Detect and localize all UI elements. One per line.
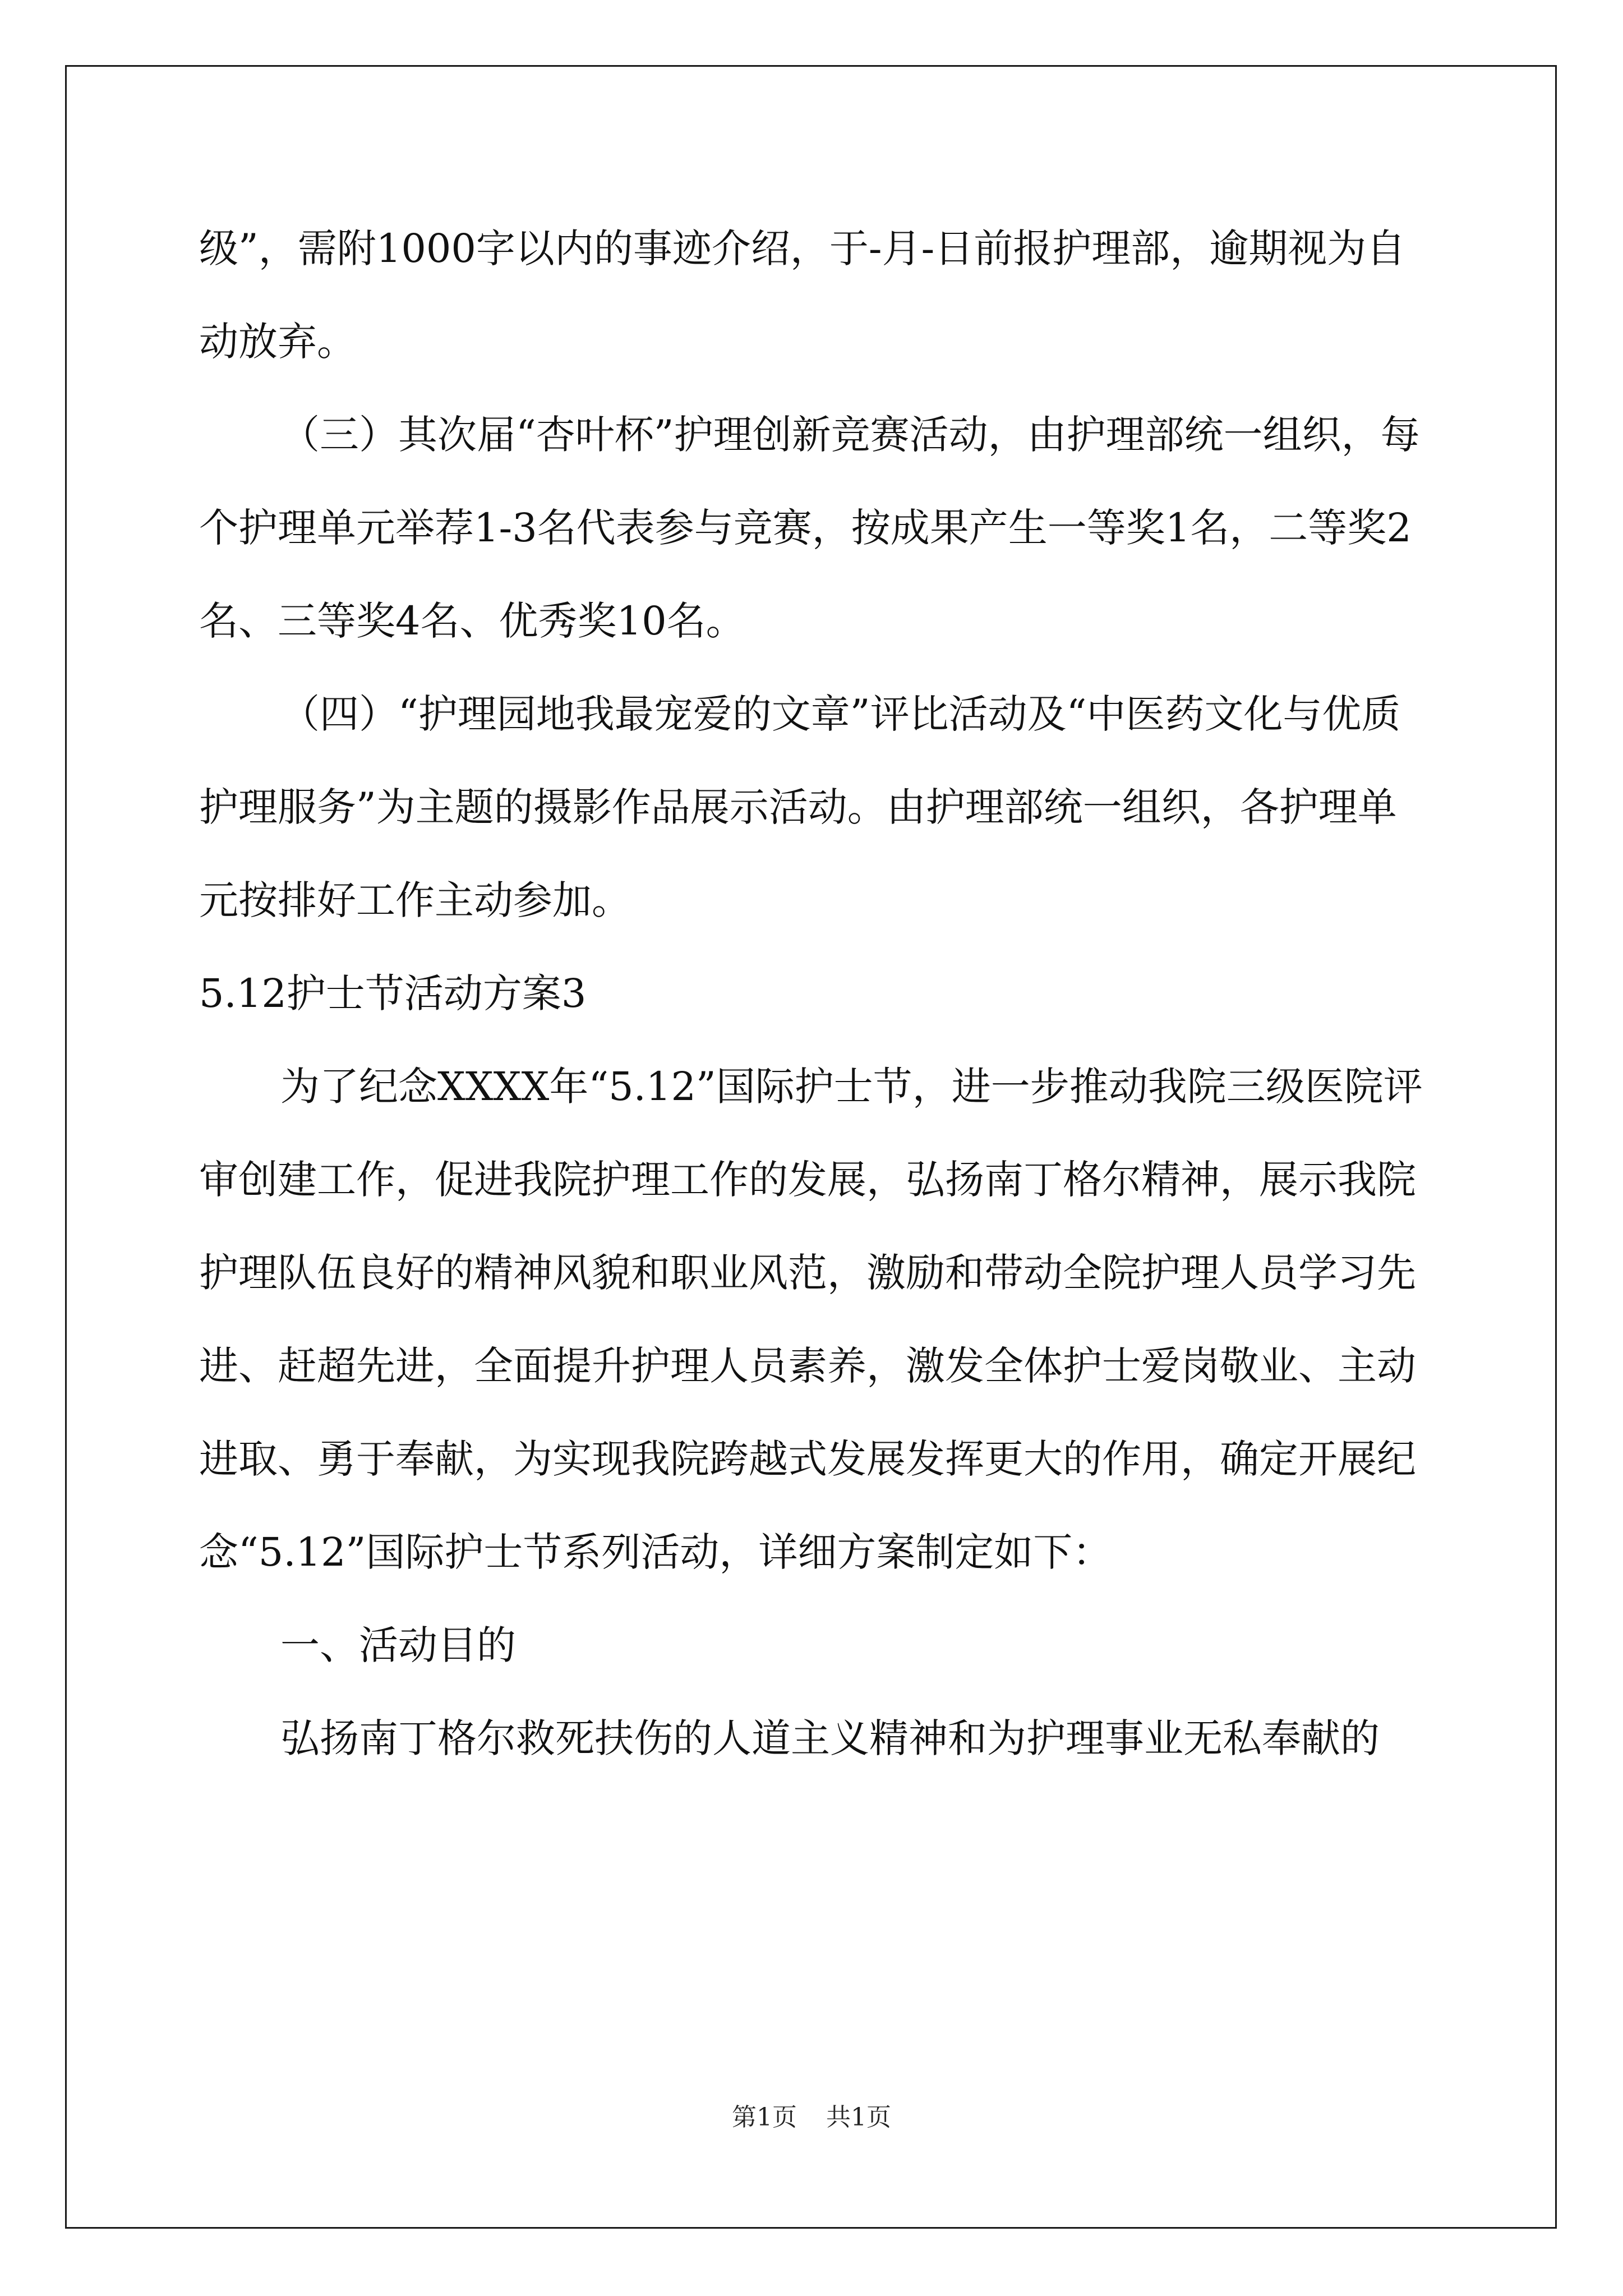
paragraph-section-three: （三）其次届“杏叶杯”护理创新竞赛活动，由护理部统一组织，每个护理单元举荐1-3名代表参与竞赛，按成果产生一等奖1名，二等奖2名、三等奖4名、优秀奖10名。 — [199, 412, 1420, 644]
subheading-activity-purpose: 一、活动目的 — [280, 1622, 516, 1668]
document-body — [199, 202, 1427, 2165]
page-number: 第1页 — [732, 2103, 797, 2132]
page-footer — [0, 2101, 1623, 2134]
section-heading: 5.12护士节活动方案3 — [199, 970, 587, 1016]
page-total: 共1页 — [826, 2103, 891, 2132]
paragraph-purpose: 弘扬南丁格尔救死扶伤的人道主义精神和为护理事业无私奉献的 — [280, 1715, 1380, 1761]
paragraph-section-four: （四）“护理园地我最宠爱的文章”评比活动及“中医药文化与优质护理服务”为主题的摄影作品展示活动。由护理部统一组织，各护理单元按排好工作主动参加。 — [199, 691, 1401, 923]
paragraph-intro: 为了纪念XXXX年“5.12”国际护士节，进一步推动我院三级医院评审创建工作，促进我院护理工作的发展，弘扬南丁格尔精神，展示我院护理队伍良好的精神风貌和职业风范，激励和带动全院护理人员学习先进、赶超先进，全面提升护理人员素养，激发全体护士爱岗敬业、主动进取、勇于奉献，为实现我院跨越式发展发挥更大的作用，确定开展纪念“5.12”国际护士节系列活动，详细方案制定如下： — [199, 1064, 1423, 1575]
paragraph-continuation: 级”，需附1000字以内的事迹介绍，于-月-日前报护理部，逾期视为自动放弃。 — [199, 226, 1406, 365]
